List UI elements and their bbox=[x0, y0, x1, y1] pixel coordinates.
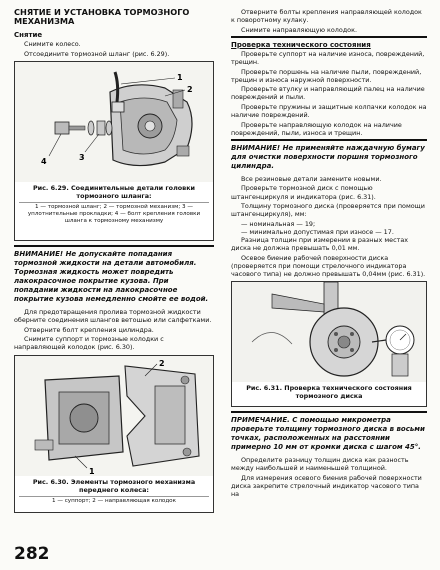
body-paragraph: Отверните болт крепления цилиндра. bbox=[24, 325, 154, 334]
spec-item: — номинальная — 19; bbox=[241, 219, 316, 228]
body-paragraph: Разница толщин при измерении в разных местах диска не должна превышать 0,01 мм. bbox=[231, 235, 409, 253]
callout-label: 2 bbox=[159, 358, 165, 368]
note-text: ПРИМЕЧАНИЕ. С помощью микрометра проверьте толщину тормозного диска в восьми точках, расположенных на расстоянии примерно 10 мм от кромки диска с шагом 45°. bbox=[231, 415, 425, 451]
figure-6-31 bbox=[231, 281, 427, 407]
body-paragraph: Снимите суппорт и тормозные колодки с направляющей колодок (рис. 6.30). bbox=[14, 335, 164, 352]
removal-step: Отсоедините тормозной шланг (рис. 6.29). bbox=[24, 50, 170, 58]
removal-step: Снимите колесо. bbox=[24, 40, 81, 49]
removal-heading: Снятие bbox=[14, 30, 43, 39]
divider bbox=[14, 245, 214, 247]
figure-caption: Рис. 6.31. Проверка технического состояния тормозного диска bbox=[246, 383, 412, 400]
spec-item: — минимально допустимая при износе — 17. bbox=[241, 227, 394, 236]
callout-label: 2 bbox=[187, 85, 193, 95]
body-paragraph: Толщину тормозного диска (проверяется при помощи штангенциркуля), мм: bbox=[231, 202, 425, 219]
caliper-illustration bbox=[15, 356, 213, 476]
callout-label: 1 bbox=[89, 466, 95, 476]
divider bbox=[231, 139, 427, 141]
inspection-item: Проверьте поршень на наличие пыли, повреждений, трещин и износа наружной поверхности. bbox=[231, 67, 422, 84]
figure-legend: 1 — тормозной шланг; 2 — тормозной механизм; 3 — уплотнительные прокладки; 4 — болт крепления головки шланга к тормозному механизму bbox=[19, 202, 209, 227]
inspection-item: Проверьте суппорт на наличие износа, повреждений, трещин. bbox=[231, 49, 425, 66]
callout-label: 1 bbox=[177, 73, 183, 83]
figure-caption: Рис. 6.29. Соединительные детали головки тормозного шланга: bbox=[32, 184, 196, 201]
inspection-heading: Проверка технического состояния bbox=[231, 40, 371, 49]
callout-label: 3 bbox=[79, 153, 85, 163]
warning-text: ВНИМАНИЕ! Не применяйте наждачную бумагу для очистки поверхности поршня тормозного цилиндра. bbox=[231, 143, 425, 170]
figure-caption: Рис. 6.30. Элементы тормозного механизма переднего колеса: bbox=[32, 477, 196, 494]
body-paragraph: Снимите направляющую колодок. bbox=[241, 25, 357, 34]
inspection-item: Проверьте пружины и защитные колпачки колодок на наличие повреждений. bbox=[231, 102, 427, 120]
figure-6-29 bbox=[14, 61, 214, 241]
body-paragraph: Все резиновые детали замените новыми. bbox=[241, 174, 382, 183]
inspection-item: Проверьте направляющую колодок на наличие повреждений, пыли, износа и трещин. bbox=[231, 120, 402, 137]
brake-hose-illustration bbox=[15, 62, 213, 182]
disc-check-illustration bbox=[232, 282, 426, 382]
body-paragraph: Отверните болты крепления направляющей колодок к поворотному кулаку. bbox=[231, 8, 422, 25]
warning-text: ВНИМАНИЕ! Не допускайте попадания тормозной жидкости на детали автомобиля. Тормозная жидкость может повредить лакокрасочное покрытие кузова. При попадании жидкости на лакокрасочное покрытие кузова немедленно смойте ее водой. bbox=[14, 250, 209, 304]
callout-label: 4 bbox=[41, 157, 47, 167]
divider bbox=[231, 411, 427, 413]
body-paragraph: Для предотвращения пролива тормозной жидкости оберните соединения шлангов ветошью или салфетками. bbox=[14, 308, 212, 325]
left-column bbox=[14, 8, 214, 517]
body-paragraph: Для измерения осевого биения рабочей поверхности диска закрепите стрелочный индикатор часового типа на bbox=[231, 473, 422, 498]
page-number: 282 bbox=[14, 544, 50, 564]
divider bbox=[231, 36, 427, 38]
right-column bbox=[231, 8, 427, 499]
figure-6-30 bbox=[14, 355, 214, 513]
figure-legend: 1 — суппорт; 2 — направляющая колодок bbox=[19, 496, 209, 507]
inspection-item: Проверьте втулку и направляющий палец на наличие повреждений и пыли. bbox=[231, 85, 425, 102]
body-paragraph: Определите разницу толщин диска как разность между наибольшей и наименьшей толщиной. bbox=[231, 455, 409, 473]
body-paragraph: Осевое биение рабочей поверхности диска (проверяется при помощи стрелочного индикатора часового типа) не должно превышать 0,04мм (рис. 6.31). bbox=[231, 253, 426, 278]
body-paragraph: Проверьте тормозной диск с помощью штангенциркуля и индикатора (рис. 6.31). bbox=[231, 184, 376, 201]
section-title: СНЯТИЕ И УСТАНОВКА ТОРМОЗНОГО МЕХАНИЗМА bbox=[14, 7, 190, 27]
